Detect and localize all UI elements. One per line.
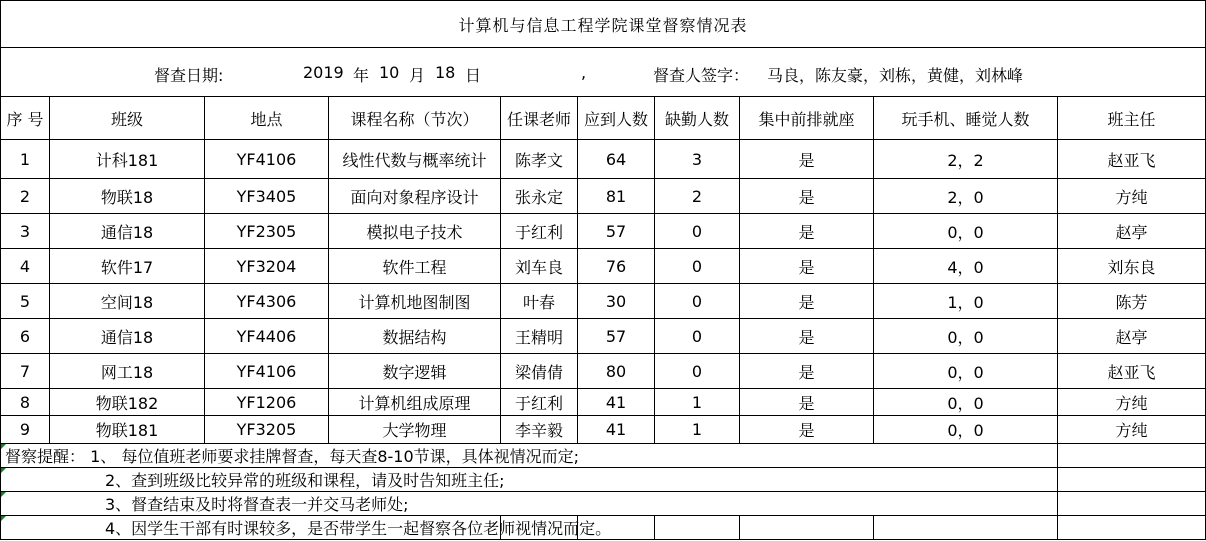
empty-cell — [1058, 492, 1206, 516]
cell-front-seating: 是 — [740, 354, 874, 389]
cell-teacher: 于红利 — [501, 214, 578, 249]
cell-class: 软件17 — [50, 249, 205, 284]
cell-course: 软件工程 — [329, 249, 501, 284]
cell-seq: 9 — [1, 416, 50, 444]
cell-head-teacher: 赵亚飞 — [1058, 140, 1206, 179]
cell-expected: 80 — [578, 354, 655, 389]
cell-teacher: 于红利 — [501, 389, 578, 416]
corner-mark-icon — [1, 468, 6, 473]
cell-front-seating: 是 — [740, 416, 874, 444]
cell-phone-sleep: 0，0 — [874, 214, 1058, 249]
empty-cell — [1058, 516, 1206, 540]
cell-front-seating: 是 — [740, 179, 874, 214]
cell-course: 计算机组成原理 — [329, 389, 501, 416]
cell-absent: 1 — [655, 416, 740, 444]
remark-row — [1, 468, 1206, 492]
cell-absent: 0 — [655, 319, 740, 354]
cell-class: 物联182 — [50, 389, 205, 416]
cell-class: 网工18 — [50, 354, 205, 389]
cell-head-teacher: 方纯 — [1058, 389, 1206, 416]
table-row — [1, 319, 1206, 354]
cell-phone-sleep: 0，0 — [874, 354, 1058, 389]
empty-cell — [740, 516, 874, 540]
cell-head-teacher: 方纯 — [1058, 416, 1206, 444]
cell-room: YF3205 — [205, 416, 329, 444]
cell-teacher: 刘车良 — [501, 249, 578, 284]
table-row — [1, 284, 1206, 319]
cell-teacher: 叶春 — [501, 284, 578, 319]
cell-phone-sleep: 1，0 — [874, 284, 1058, 319]
date-comma: , — [581, 63, 587, 82]
cell-phone-sleep: 2，0 — [874, 179, 1058, 214]
table-row — [1, 140, 1206, 179]
header-cell: 缺勤人数 — [655, 97, 740, 140]
cell-room: YF4106 — [205, 354, 329, 389]
cell-teacher: 王精明 — [501, 319, 578, 354]
cell-head-teacher: 赵亭 — [1058, 319, 1206, 354]
cell-room: YF3405 — [205, 179, 329, 214]
cell-class: 物联18 — [50, 179, 205, 214]
cell-seq: 4 — [1, 249, 50, 284]
date-month-unit: 月 — [409, 66, 426, 85]
cell-room: YF4406 — [205, 319, 329, 354]
table-row — [1, 214, 1206, 249]
cell-front-seating: 是 — [740, 214, 874, 249]
cell-head-teacher: 刘东良 — [1058, 249, 1206, 284]
cell-phone-sleep: 0，0 — [874, 319, 1058, 354]
page-title: 计算机与信息工程学院课堂督察情况表 — [1, 1, 1206, 48]
header-cell: 集中前排就座 — [740, 97, 874, 140]
cell-head-teacher: 赵亭 — [1058, 214, 1206, 249]
cell-course: 数据结构 — [329, 319, 501, 354]
cell-expected: 81 — [578, 179, 655, 214]
header-cell: 班主任 — [1058, 97, 1206, 140]
cell-phone-sleep: 0，0 — [874, 416, 1058, 444]
cell-absent: 0 — [655, 284, 740, 319]
header-cell: 地点 — [205, 97, 329, 140]
cell-course: 模拟电子技术 — [329, 214, 501, 249]
remark-row — [1, 444, 1206, 468]
table-row — [1, 249, 1206, 284]
cell-expected: 41 — [578, 389, 655, 416]
corner-mark-icon — [1, 516, 6, 521]
header-cell: 序 号 — [1, 97, 50, 140]
cell-absent: 3 — [655, 140, 740, 179]
table-row — [1, 416, 1206, 444]
cell-head-teacher: 方纯 — [1058, 179, 1206, 214]
header-cell: 应到人数 — [578, 97, 655, 140]
remark-line-4: 4、因学生干部有时课较多，是否带学生一起督察各位老师视情况而定。 — [1, 516, 501, 540]
cell-expected: 41 — [578, 416, 655, 444]
cell-teacher: 李辛毅 — [501, 416, 578, 444]
signer-label: 督查人签字： — [653, 66, 750, 85]
cell-class: 通信18 — [50, 214, 205, 249]
table-row — [1, 389, 1206, 416]
cell-room: YF1206 — [205, 389, 329, 416]
header-cell: 玩手机、睡觉人数 — [874, 97, 1058, 140]
header-cell: 课程名称（节次） — [329, 97, 501, 140]
cell-room: YF4106 — [205, 140, 329, 179]
cell-front-seating: 是 — [740, 389, 874, 416]
table-row — [1, 354, 1206, 389]
header-cell: 任课老师 — [501, 97, 578, 140]
cell-course: 面向对象程序设计 — [329, 179, 501, 214]
cell-expected: 57 — [578, 319, 655, 354]
cell-teacher: 张永定 — [501, 179, 578, 214]
cell-room: YF4306 — [205, 284, 329, 319]
signer-names: 马良，陈友豪，刘栋，黄健，刘林峰 — [767, 66, 1024, 85]
cell-room: YF3204 — [205, 249, 329, 284]
remark-row — [1, 492, 1206, 516]
cell-teacher: 梁倩倩 — [501, 354, 578, 389]
empty-cell — [1058, 468, 1206, 492]
cell-class: 物联181 — [50, 416, 205, 444]
cell-seq: 6 — [1, 319, 50, 354]
cell-phone-sleep: 4，0 — [874, 249, 1058, 284]
remark-row — [1, 516, 1206, 540]
cell-head-teacher: 赵亚飞 — [1058, 354, 1206, 389]
corner-mark-icon — [1, 492, 6, 497]
cell-teacher: 陈孝文 — [501, 140, 578, 179]
cell-seq: 3 — [1, 214, 50, 249]
cell-room: YF2305 — [205, 214, 329, 249]
date-label: 督查日期: — [154, 66, 224, 85]
remark-line-1: 督察提醒： 1、 每位值班老师要求挂牌督查，每天查8-10节课，具体视情况而定; — [1, 444, 1058, 468]
empty-cell — [874, 516, 1058, 540]
empty-cell — [1058, 444, 1206, 468]
cell-front-seating: 是 — [740, 284, 874, 319]
empty-cell — [655, 516, 740, 540]
cell-expected: 57 — [578, 214, 655, 249]
remark-line-3: 3、督查结束及时将督查表一并交马老师处; — [1, 492, 1058, 516]
cell-front-seating: 是 — [740, 140, 874, 179]
cell-seq: 5 — [1, 284, 50, 319]
cell-class: 通信18 — [50, 319, 205, 354]
cell-course: 线性代数与概率统计 — [329, 140, 501, 179]
cell-class: 计科181 — [50, 140, 205, 179]
header-cell: 班级 — [50, 97, 205, 140]
cell-seq: 2 — [1, 179, 50, 214]
cell-seq: 7 — [1, 354, 50, 389]
cell-phone-sleep: 2，2 — [874, 140, 1058, 179]
cell-absent: 1 — [655, 389, 740, 416]
cell-absent: 0 — [655, 249, 740, 284]
cell-course: 大学物理 — [329, 416, 501, 444]
date-day-unit: 日 — [465, 66, 482, 85]
date-day: 18 — [435, 63, 456, 82]
remark-line-2: 2、查到班级比较异常的班级和课程，请及时告知班主任; — [1, 468, 1058, 492]
cell-phone-sleep: 0，0 — [874, 389, 1058, 416]
cell-absent: 0 — [655, 214, 740, 249]
cell-head-teacher: 陈芳 — [1058, 284, 1206, 319]
cell-front-seating: 是 — [740, 319, 874, 354]
date-year-unit: 年 — [353, 66, 370, 85]
info-row — [1, 48, 1206, 97]
cell-expected: 76 — [578, 249, 655, 284]
cell-expected: 64 — [578, 140, 655, 179]
cell-class: 空间18 — [50, 284, 205, 319]
cell-seq: 8 — [1, 389, 50, 416]
date-year: 2019 — [303, 63, 344, 82]
corner-mark-icon — [1, 444, 6, 449]
cell-seq: 1 — [1, 140, 50, 179]
cell-course: 数字逻辑 — [329, 354, 501, 389]
cell-front-seating: 是 — [740, 249, 874, 284]
date-month: 10 — [379, 63, 400, 82]
cell-expected: 30 — [578, 284, 655, 319]
cell-absent: 0 — [655, 354, 740, 389]
header-row — [1, 97, 1206, 140]
table-row — [1, 179, 1206, 214]
cell-course: 计算机地图制图 — [329, 284, 501, 319]
cell-absent: 2 — [655, 179, 740, 214]
